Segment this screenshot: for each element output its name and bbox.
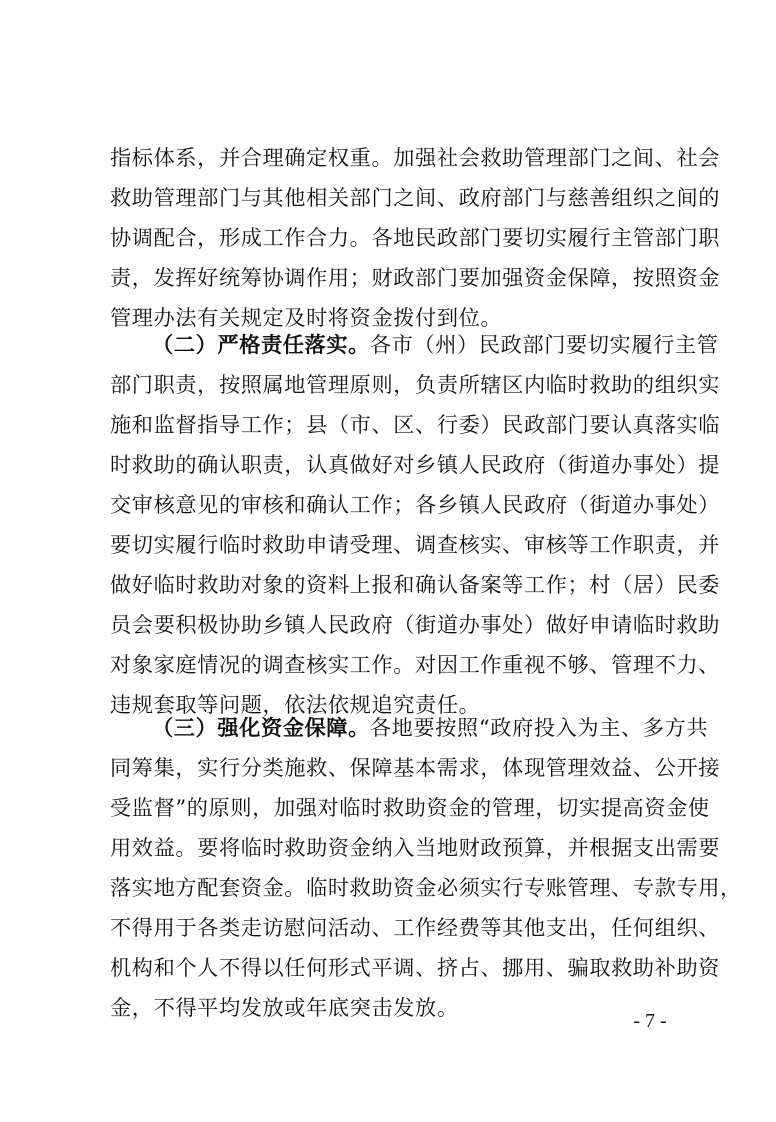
paragraph-2-line: 部门职责，按照属地管理原则，负责所辖区内临时救助的组织实 — [110, 372, 721, 397]
paragraph-3-line: 同筹集，实行分类施救、保障基本需求，体现管理效益、公开接 — [110, 755, 721, 780]
paragraph-2-line: 做好临时救助对象的资料上报和确认备案等工作；村（居）民委 — [110, 572, 721, 597]
paragraph-3-first-line-text: 各地要按照“政府投入为主、多方共 — [369, 715, 709, 740]
paragraph-3-line: 受监督”的原则，加强对临时救助资金的管理，切实提高资金使 — [110, 795, 710, 820]
paragraph-2-line: 时救助的确认职责，认真做好对乡镇人民政府（街道办事处）提 — [110, 452, 721, 477]
page-number: - 7 - — [633, 1010, 667, 1032]
section-heading-3: （三）强化资金保障。 — [152, 715, 370, 740]
paragraph-1-line-1: 指标体系，并合理确定权重。加强社会救助管理部门之间、社会 — [110, 145, 721, 170]
paragraph-2-line: 违规套取等问题，依法依规追究责任。 — [110, 692, 481, 717]
paragraph-1-line-3: 协调配合，形成工作合力。各地民政部门要切实履行主管部门职 — [110, 225, 721, 250]
paragraph-3-line: 用效益。要将临时救助资金纳入当地财政预算，并根据支出需要 — [110, 835, 721, 860]
paragraph-2-line: 对象家庭情况的调查核实工作。对因工作重视不够、管理不力、 — [110, 652, 721, 677]
paragraph-2-line: 交审核意见的审核和确认工作；各乡镇人民政府（街道办事处） — [110, 492, 721, 517]
paragraph-2-line: 要切实履行临时救助申请受理、调查核实、审核等工作职责，并 — [110, 532, 721, 557]
paragraph-2-line: 员会要积极协助乡镇人民政府（街道办事处）做好申请临时救助 — [110, 612, 721, 637]
paragraph-2-first-line — [152, 325, 719, 365]
section-heading-2: （二）严格责任落实。 — [152, 332, 370, 357]
paragraph-3-line: 金，不得平均发放或年底突击发放。 — [110, 995, 459, 1020]
paragraph-3-line: 落实地方配套资金。临时救助资金必须实行专账管理、专款专用， — [110, 875, 742, 900]
paragraph-3-line: 机构和个人不得以任何形式平调、挤占、挪用、骗取救助补助资 — [110, 955, 721, 980]
paragraph-1-line-4: 责，发挥好统筹协调作用；财政部门要加强资金保障，按照资金 — [110, 265, 721, 290]
paragraph-1-line-2: 救助管理部门与其他相关部门之间、政府部门与慈善组织之间的 — [110, 185, 721, 210]
paragraph-2-line: 施和监督指导工作；县（市、区、行委）民政部门要认真落实临 — [110, 412, 721, 437]
paragraph-3-first-line — [152, 708, 708, 748]
paragraph-1-line-5: 管理办法有关规定及时将资金拨付到位。 — [110, 305, 503, 330]
paragraph-2-first-line-text: 各市（州）民政部门要切实履行主管 — [369, 332, 719, 357]
paragraph-3-line: 不得用于各类走访慰问活动、工作经费等其他支出，任何组织、 — [110, 915, 721, 940]
